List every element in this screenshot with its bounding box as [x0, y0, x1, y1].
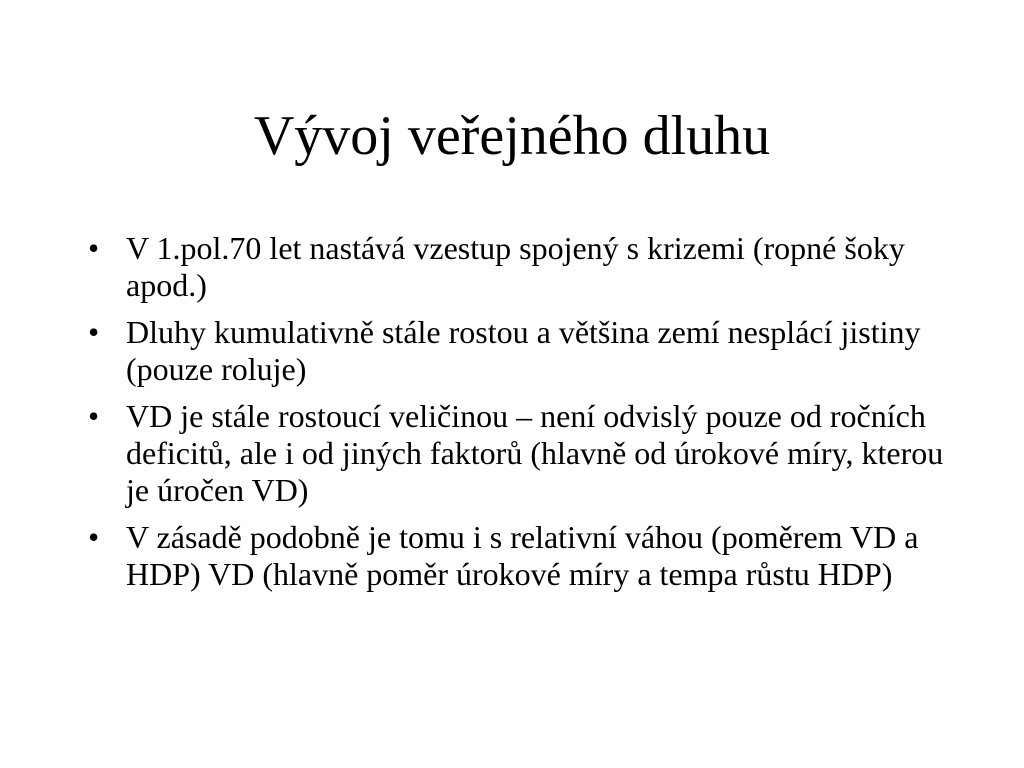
bullet-item [88, 519, 968, 593]
bullet-text: VD je stále rostoucí veličinou – není odvislý pouze od ročních deficitů, ale i od jiných faktorů (hlavně od úrokové míry, kterou je úročen VD) [126, 398, 944, 508]
bullet-icon: • [88, 519, 100, 555]
bullet-item [88, 230, 968, 304]
bullet-item [88, 398, 968, 509]
bullet-icon: • [88, 230, 100, 266]
bullet-icon: • [88, 398, 100, 434]
bullet-text: V 1.pol.70 let nastává vzestup spojený s krizemi (ropné šoky apod.) [126, 230, 905, 303]
bullet-text: V zásadě podobně je tomu i s relativní váhou (poměrem VD a HDP) VD (hlavně poměr úrokové míry a tempa růstu HDP) [126, 519, 919, 592]
bullet-list [88, 230, 968, 603]
bullet-item [88, 314, 968, 388]
bullet-text: Dluhy kumulativně stále rostou a většina zemí nesplácí jistiny (pouze roluje) [126, 314, 921, 387]
slide-title: Vývoj veřejného dluhu [253, 105, 771, 167]
bullet-icon: • [88, 314, 100, 350]
